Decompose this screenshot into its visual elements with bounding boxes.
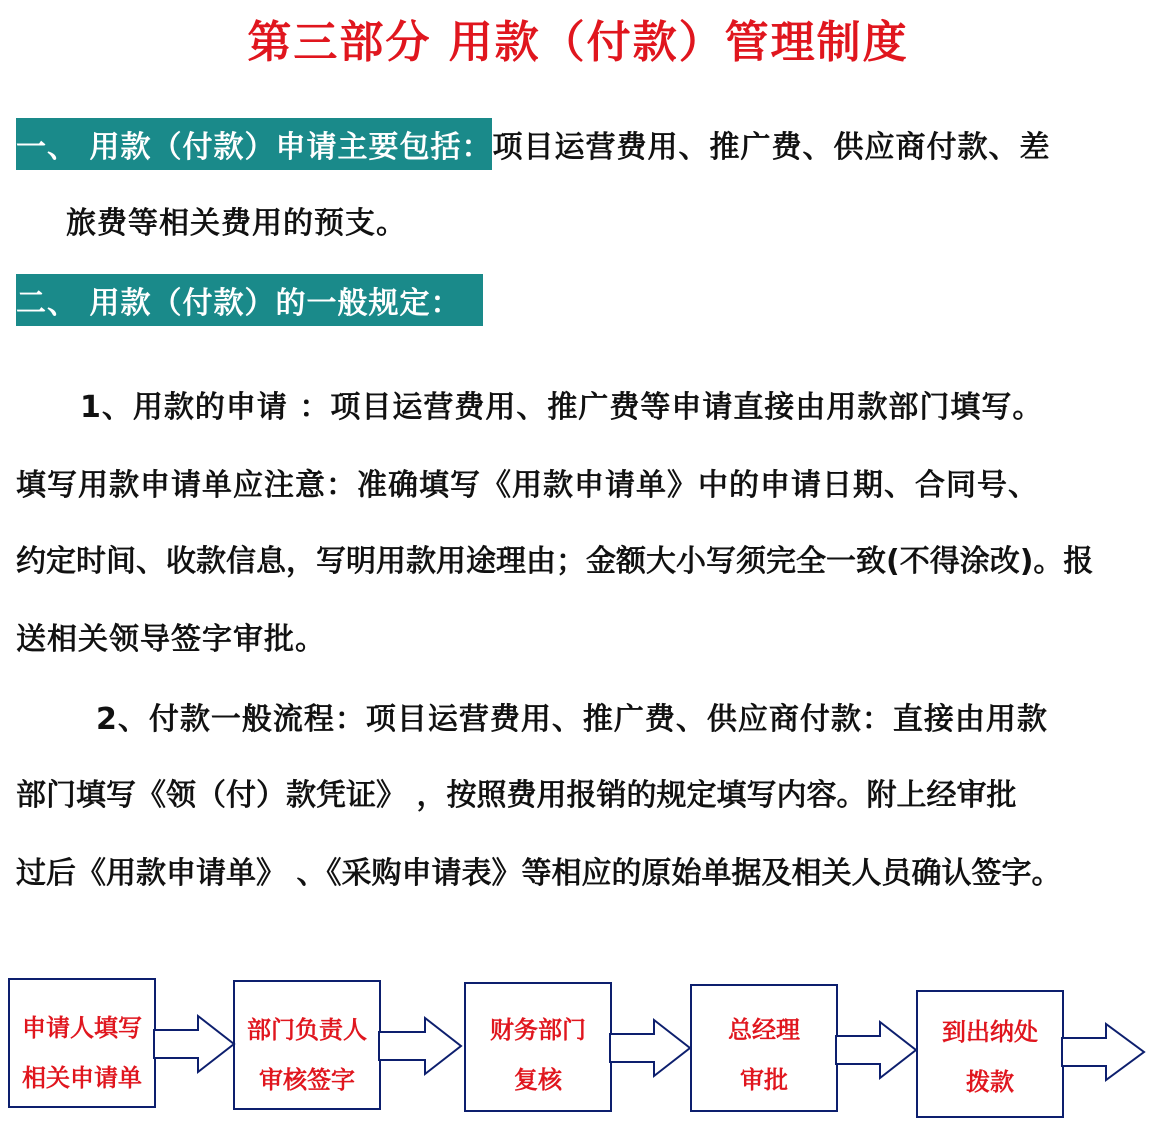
flow-step-label: 相关申请单 [22,1064,142,1092]
section-1-text: 项目运营费用、推广费、供应商付款、差 [492,130,1051,165]
flow-arrow-icon [610,1020,692,1076]
flow-step-3 [464,982,612,1112]
section-1-text-continued: 旅费等相关费用的预支。 [66,206,407,241]
paragraph-line: 部门填写《领（付）款凭证》 ，按照费用报销的规定填写内容。附上经审批 [16,778,1017,813]
flow-step-1 [8,978,156,1108]
flow-arrow-icon [154,1016,236,1072]
paragraph-line: 送相关领导签字审批。 [16,622,326,657]
section-2-heading: 二、 用款（付款）的一般规定： [16,274,483,326]
flow-step-label: 总经理 [728,1016,800,1044]
paragraph-line: 约定时间、收款信息，写明用款用途理由；金额大小写须完全一致(不得涂改)。报 [16,544,1094,579]
flow-step-4 [690,984,838,1112]
flow-arrow-icon [1062,1024,1146,1080]
flow-step-2 [233,980,381,1110]
flow-step-label: 复核 [514,1066,562,1094]
flow-step-label: 部门负责人 [247,1016,367,1044]
flow-step-label: 拨款 [966,1068,1014,1096]
flow-arrow-icon [836,1022,918,1078]
paragraph-line: 过后《用款申请单》 、《采购申请表》等相应的原始单据及相关人员确认签字。 [16,856,1062,891]
flow-step-label: 审核签字 [259,1066,355,1094]
paragraph-line: 1、用款的申请 ：项目运营费用、推广费等申请直接由用款部门填写。 [80,390,1044,425]
paragraph-line: 填写用款申请单应注意：准确填写《用款申请单》中的申请日期、合同号、 [16,468,1039,503]
flow-step-5 [916,990,1064,1118]
flow-arrow-icon [379,1018,463,1074]
section-2 [16,274,483,326]
flow-step-label: 申请人填写 [22,1014,142,1042]
flow-step-label: 财务部门 [490,1016,586,1044]
flow-step-label: 审批 [740,1066,788,1094]
section-1-heading: 一、 用款（付款）申请主要包括： [16,118,492,170]
paragraph-line: 2、付款一般流程：项目运营费用、推广费、供应商付款：直接由用款 [96,702,1048,737]
page-title: 第三部分 用款（付款）管理制度 [247,17,909,68]
flow-step-label: 到出纳处 [942,1018,1038,1046]
section-1 [16,118,1050,170]
